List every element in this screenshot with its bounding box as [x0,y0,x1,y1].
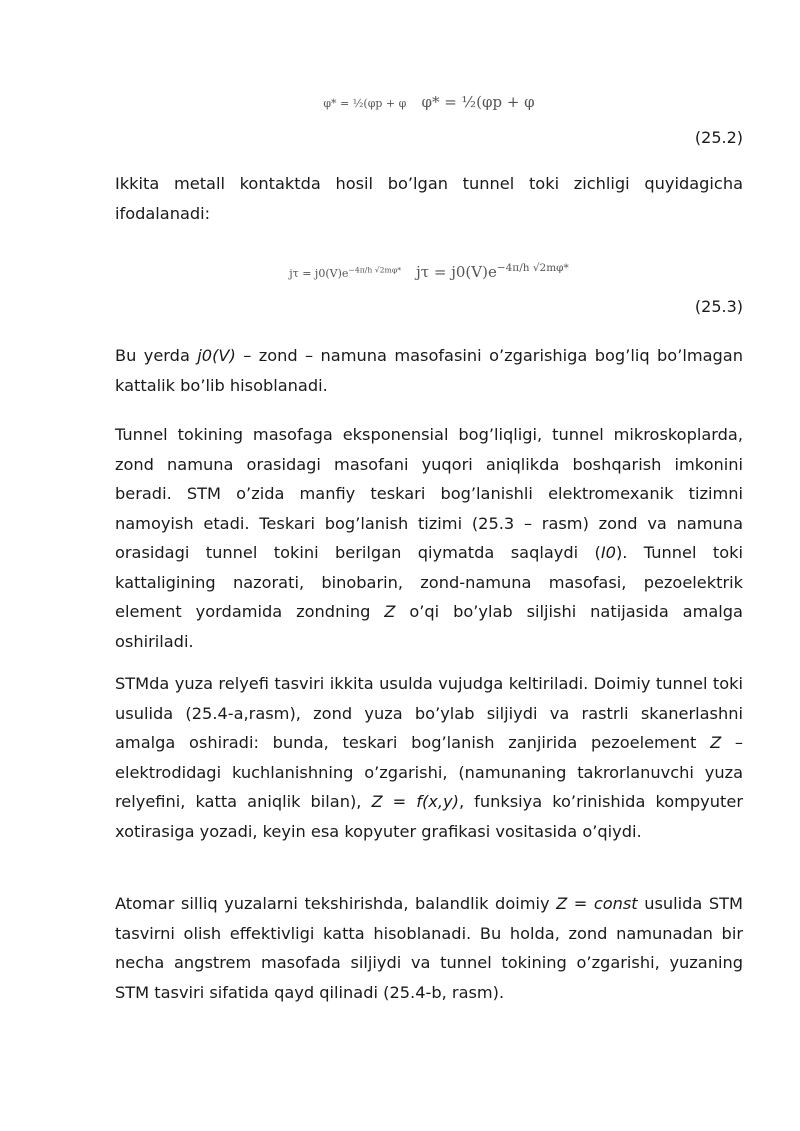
equation-number-25-3: (25.3) [694,297,743,316]
symbol-z: Z [710,733,722,752]
formula-25-3-small: $j\tau = j0(V)e^{-4\pi/h √2m\varphi*}$ [289,265,402,280]
paragraph-tunnel-current-intro: Ikkita metall kontaktda hosil bo’lgan tunnel toki zichligi quyidagicha ifodalanadi: [115,174,743,223]
paragraph-constant-height-mode: Atomar silliq yuzalarni tekshirishda, balandlik doimiy Z = const usulida STM tasvirni olish effektivligi katta hisoblanadi. Bu holda, zond namunadan bir necha angstrem masofada siljiydi va tunnel tokining o’zgarishi, yuzaning STM tasviri sifatida qayd qilinadi (25.4-b, rasm). [115,894,743,1002]
paragraph-feedback-system: Tunnel tokining masofaga eksponensial bog’liqligi, tunnel mikroskoplarda, zond namuna orasidagi masofani yuqori aniqlikda boshqarish imkonini beradi. STM o’zida manfiy teskari bog’lanishli elektromexanik tizimni namoyish etadi. Teskari bog’lanish tizimi (25.3 – rasm) zond va namuna orasidagi tunnel tokini berilgan qiymatda saqlaydi (I0). Tunnel toki kattaligining nazorati, binobarin, zond-namuna masofasi, pezoelektrik element yordamida zondning Z o’qi bo’ylab siljishi natijasida amalga oshiriladi. [115,425,743,651]
symbol-z: Z [384,602,396,621]
function-z-of-xy: Z = f(x,y) [371,792,459,811]
formula-25-3-small-exponent: −4π/h √2mφ* [348,265,402,275]
paragraph-constant-current-mode: STMda yuza relyefi tasviri ikkita usulda vujudga keltiriladi. Doimiy tunnel toki usulida (25.4-a,rasm), zond yuza bo’ylab siljiydi va rastrli skanerlashni amalga oshiradi: bunda, teskari bog’lanish zanjirida pezoelement Z – elektrodidagi kuchlanishning o’zgarishi, (namunaning takrorlanuvchi yuza relyefini, katta aniqlik bilan), Z = f(x,y), funksiya ko’rinishida kompyuter xotirasiga yozadi, keyin esa kopyuter grafikasi vositasida o’qiydi. [115,674,743,841]
formula-25-3 [115,262,743,281]
formula-25-2-small: φ* = ½(φp + φ [323,97,407,110]
formula-25-2-large: φ* = ½(φp + φ [421,93,535,111]
symbol-z: Z [556,894,568,913]
formula-25-3-large-exponent: −4π/h √2mφ* [496,262,569,274]
formula-25-2 [115,92,743,111]
symbol-j0: j0(V) [197,346,236,365]
paragraph-j0-definition: Bu yerda j0(V) – zond – namuna masofasini o’zgarishiga bog’liq bo’lmagan kattalik bo’lib hisoblanadi. [115,346,743,395]
symbol-i0: I0 [600,543,616,562]
word-const: const [593,894,638,913]
formula-25-3-large: $j\tau = j0(V)e^{-4\pi/h √2m\varphi*}$ [416,262,569,281]
equation-number-25-2: (25.2) [694,128,743,147]
